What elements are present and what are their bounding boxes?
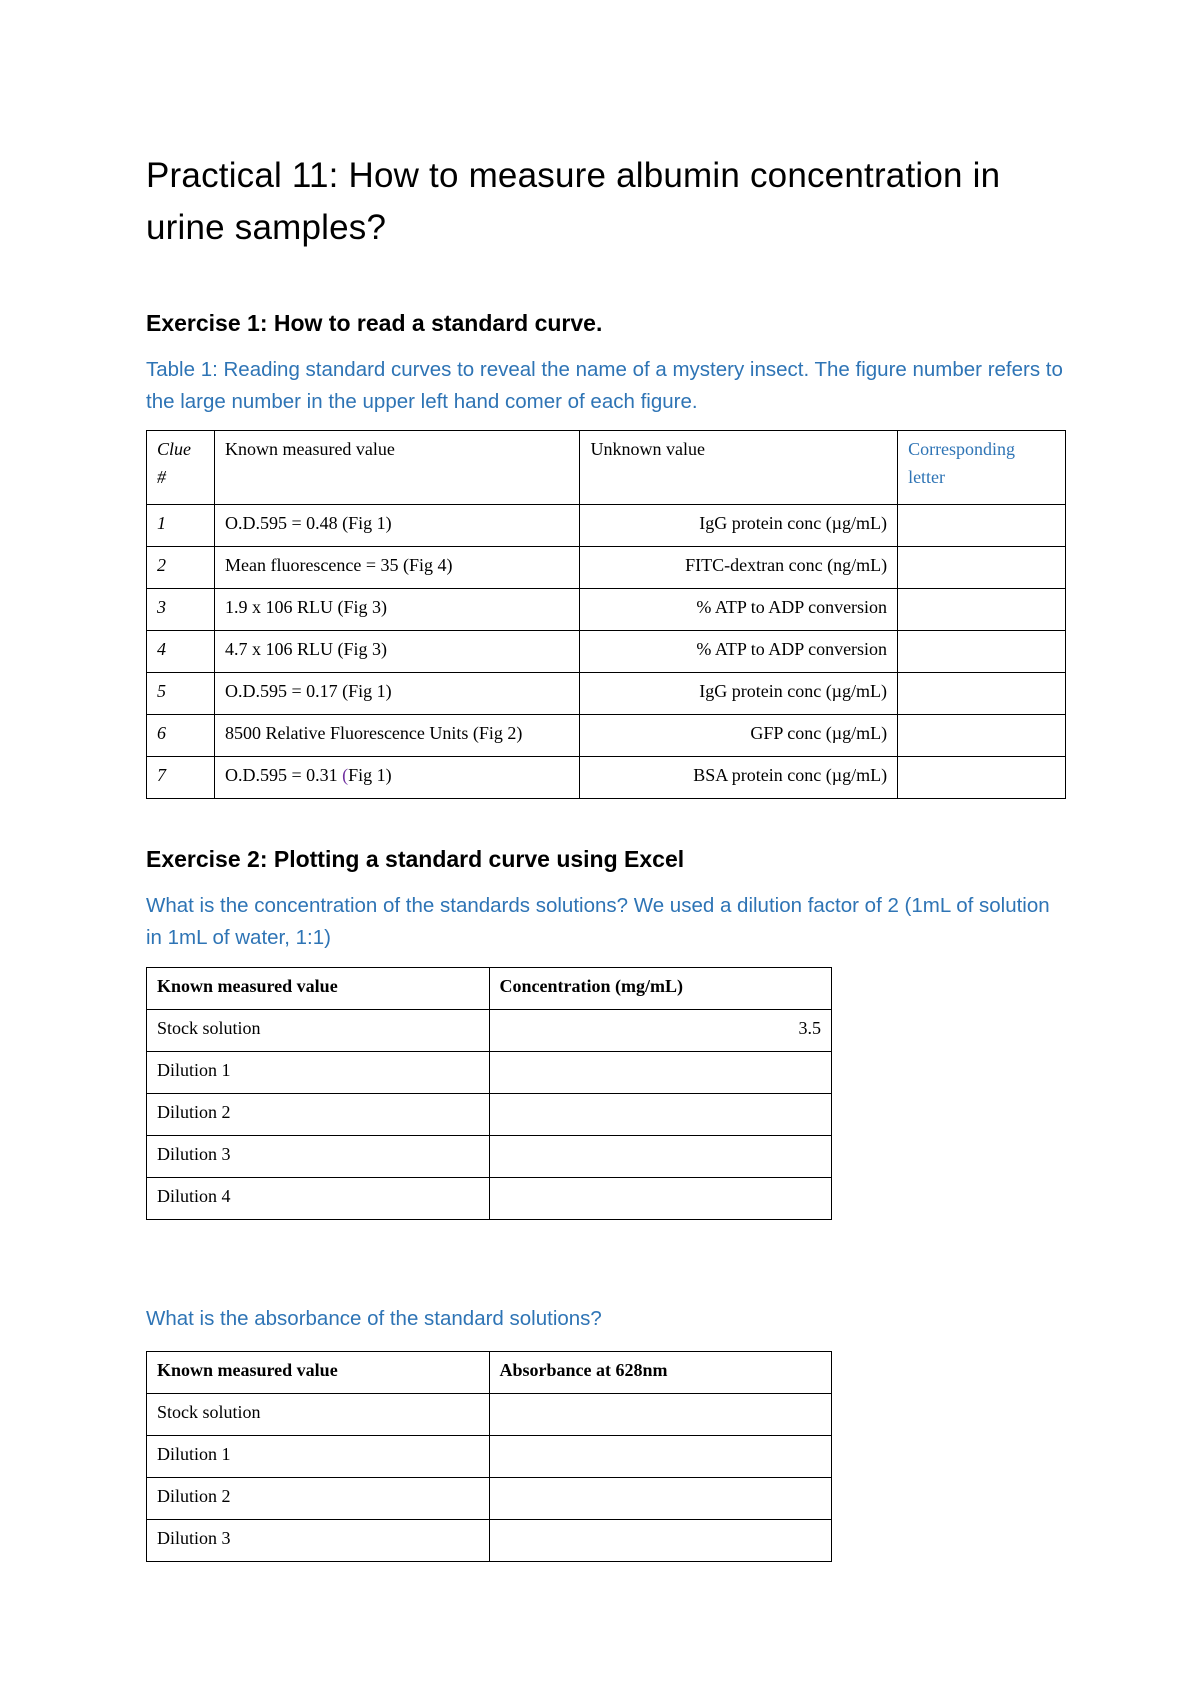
concentration-cell[interactable]	[489, 1052, 832, 1094]
known-value-text: O.D.595 = 0.31	[224, 765, 343, 785]
concentration-question: What is the concentration of the standards solutions? We used a dilution factor of 2 (1mL of solution in 1mL of water, 1:1)	[146, 894, 1050, 949]
table-header-row	[147, 1352, 832, 1394]
unknown-value-cell: IgG protein conc (µg/mL)	[580, 673, 898, 715]
table-row	[147, 589, 1066, 631]
letter-cell[interactable]	[898, 673, 1066, 715]
concentration-cell[interactable]	[489, 1178, 832, 1220]
clue-number: 6	[147, 715, 215, 757]
table-row	[147, 505, 1066, 547]
letter-cell[interactable]	[898, 715, 1066, 757]
clue-number: 2	[147, 547, 215, 589]
table-row	[147, 1436, 832, 1478]
clue-number: 7	[147, 757, 215, 799]
table-row	[147, 547, 1066, 589]
sample-label: Dilution 3	[147, 1520, 490, 1562]
absorbance-table	[146, 1351, 832, 1562]
header-corresponding-letter: Corresponding letter	[898, 431, 1066, 505]
table-row	[147, 1478, 832, 1520]
page-title: Practical 11: How to measure albumin concentration in urine samples?	[146, 156, 1001, 247]
letter-cell[interactable]	[898, 631, 1066, 673]
known-value-cell	[214, 757, 580, 799]
unknown-value-cell: IgG protein conc (µg/mL)	[580, 505, 898, 547]
absorbance-cell[interactable]	[489, 1394, 832, 1436]
header-known-value: Known measured value	[147, 968, 490, 1010]
header-known-value: Known measured value	[214, 431, 580, 505]
unknown-value-cell: FITC-dextran conc (ng/mL)	[580, 547, 898, 589]
clue-number: 3	[147, 589, 215, 631]
table-row	[147, 1052, 832, 1094]
known-value-cell: O.D.595 = 0.48 (Fig 1)	[214, 505, 580, 547]
known-value-cell: 1.9 x 106 RLU (Fig 3)	[214, 589, 580, 631]
clue-table	[146, 430, 1066, 799]
table-row	[147, 673, 1066, 715]
sample-label: Stock solution	[147, 1394, 490, 1436]
known-value-cell: 8500 Relative Fluorescence Units (Fig 2)	[214, 715, 580, 757]
table-row	[147, 1394, 832, 1436]
letter-cell[interactable]	[898, 589, 1066, 631]
sample-label: Stock solution	[147, 1010, 490, 1052]
table-header-row	[147, 968, 832, 1010]
sample-label: Dilution 3	[147, 1136, 490, 1178]
concentration-cell[interactable]	[489, 1136, 832, 1178]
table-row	[147, 1136, 832, 1178]
sample-label: Dilution 1	[147, 1436, 490, 1478]
clue-number: 5	[147, 673, 215, 715]
header-clue: Clue #	[147, 431, 215, 505]
absorbance-question: What is the absorbance of the standard solutions?	[146, 1307, 602, 1330]
unknown-value-cell: BSA protein conc (µg/mL)	[580, 757, 898, 799]
concentration-table	[146, 967, 832, 1220]
table-row	[147, 1094, 832, 1136]
known-value-cell: 4.7 x 106 RLU (Fig 3)	[214, 631, 580, 673]
absorbance-cell[interactable]	[489, 1520, 832, 1562]
purple-parenthesis: (	[342, 765, 349, 785]
known-value-cell: Mean fluorescence = 35 (Fig 4)	[214, 547, 580, 589]
table-row	[147, 1010, 832, 1052]
table-1-caption: Table 1: Reading standard curves to reveal the name of a mystery insect. The figure number refers to the large number in the upper left hand comer of each figure.	[146, 358, 1063, 413]
clue-number: 4	[147, 631, 215, 673]
sample-label: Dilution 2	[147, 1094, 490, 1136]
header-unknown-value: Unknown value	[580, 431, 898, 505]
unknown-value-cell: % ATP to ADP conversion	[580, 631, 898, 673]
table-row	[147, 631, 1066, 673]
concentration-cell[interactable]	[489, 1094, 832, 1136]
sample-label: Dilution 1	[147, 1052, 490, 1094]
table-row	[147, 1520, 832, 1562]
known-value-cell: O.D.595 = 0.17 (Fig 1)	[214, 673, 580, 715]
letter-cell[interactable]	[898, 757, 1066, 799]
letter-cell[interactable]	[898, 505, 1066, 547]
table-row	[147, 715, 1066, 757]
absorbance-cell[interactable]	[489, 1436, 832, 1478]
header-known-value: Known measured value	[147, 1352, 490, 1394]
header-absorbance: Absorbance at 628nm	[489, 1352, 832, 1394]
letter-cell[interactable]	[898, 547, 1066, 589]
table-row	[147, 757, 1066, 799]
table-header-row	[147, 431, 1066, 505]
unknown-value-cell: GFP conc (µg/mL)	[580, 715, 898, 757]
header-concentration: Concentration (mg/mL)	[489, 968, 832, 1010]
clue-number: 1	[147, 505, 215, 547]
sample-label: Dilution 4	[147, 1178, 490, 1220]
sample-label: Dilution 2	[147, 1478, 490, 1520]
exercise-1-heading: Exercise 1: How to read a standard curve.	[146, 310, 603, 336]
concentration-cell[interactable]: 3.5	[489, 1010, 832, 1052]
unknown-value-cell: % ATP to ADP conversion	[580, 589, 898, 631]
exercise-2-heading: Exercise 2: Plotting a standard curve using Excel	[146, 846, 685, 872]
known-value-text-end: Fig 1)	[348, 765, 392, 785]
absorbance-cell[interactable]	[489, 1478, 832, 1520]
table-row	[147, 1178, 832, 1220]
